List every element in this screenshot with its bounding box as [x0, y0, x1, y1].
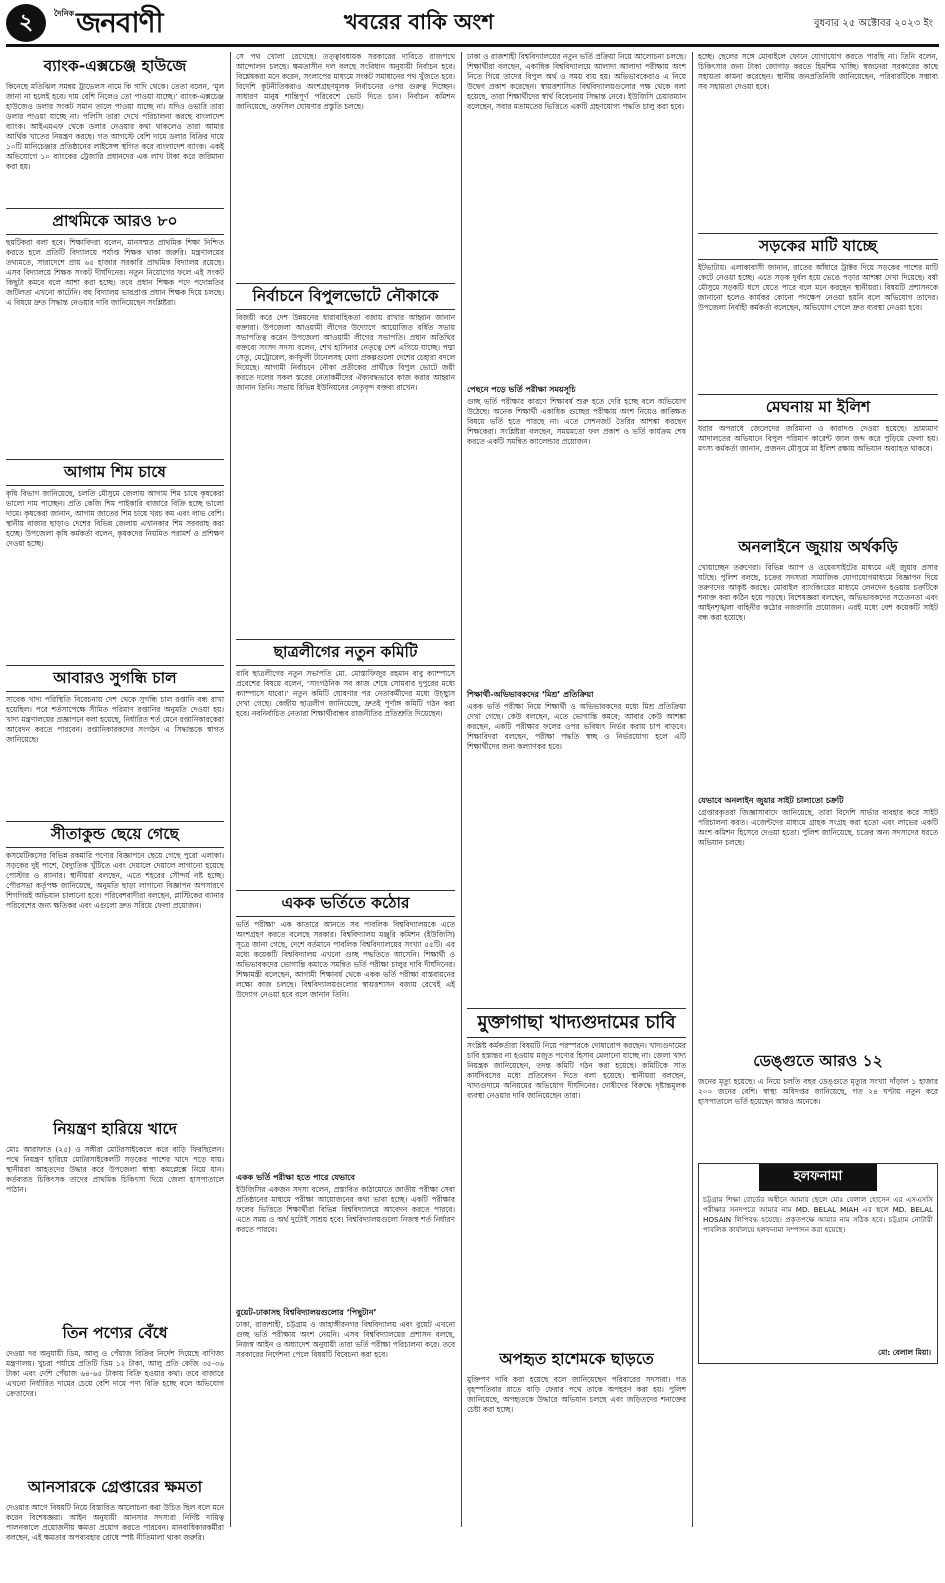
story-body: ঢাকা ও রাজশাহী বিশ্ববিদ্যালয়ের নতুন ভর্তি প্রক্রিয়া নিয়ে আলোচনা চলছে। শিক্ষার্থীরা বলছেন, একাধিক বিশ্ববিদ্যালয়ে আলাদা আলাদা পরীক্ষায় অংশ নিতে গিয়ে তাদের বিপুল অর্থ ও সময় ব্যয় হয়। অভিভাবকেরাও এ নিয়ে উদ্বেগ প্রকাশ করেছেন। স্বায়ত্তশাসিত বিশ্ববিদ্যালয়গুলোর পক্ষ থেকে বলা হয়েছে, তারা শিক্ষার্থীদের স্বার্থ বিবেচনায় সিদ্ধান্ত নেবে। ইউজিসি চেয়ারম্যান বলেছেন, সবার মতামতের ভিত্তিতে একটি গ্রহণযোগ্য পদ্ধতি চালু করা হবে।: [467, 52, 686, 111]
headline: সড়কের মাটি যাচ্ছে: [698, 233, 938, 260]
story-body: দেওয়া দর অনুযায়ী ডিম, আলু ও পেঁয়াজ বিক্রির নির্দেশ দিয়েছে বাণিজ্য মন্ত্রণালয়। খুচরা পর্যায়ে প্রতিটি ডিম ১২ টাকা, আলু প্রতি কেজি ৩৫-৩৬ টাকা এবং দেশি পেঁয়াজ ৬৪-৬৫ টাকায় বিক্রি হওয়ার কথা। তবে বাজারে এখনো নির্ধারিত দামের চেয়ে বেশি দামে পণ্য বিক্রি হচ্ছে বলে অভিযোগ ক্রেতাদের।: [6, 1349, 224, 1398]
headline: ছাত্রলীগের নতুন কমিটি: [236, 639, 455, 666]
section-title: খবরের বাকি অংশ: [344, 10, 494, 34]
story-body: ছয়টিকরা বলা হবে। শিক্ষাবিদরা বলেন, মানসম্মত প্রাথমিক শিক্ষা নিশ্চিত করতে হলে প্রতিটি বিদ্যালয়ে পর্যাপ্ত শিক্ষক থাকা জরুরি। মন্ত্রণালয়ের তথ্যমতে, সারাদেশে প্রায় ৬৫ হাজার সরকারি প্রাথমিক বিদ্যালয় রয়েছে। এসব বিদ্যালয়ে শিক্ষক সংকট দীর্ঘদিনের। নতুন নিয়োগের ফলে এই সংকট কিছুটা কমবে বলে আশা করা হচ্ছে। তবে প্রধান শিক্ষক পদে পদোন্নতির জটিলতা এখনো কাটেনি। বহু বিদ্যালয় ভারপ্রাপ্ত প্রধান শিক্ষক দিয়ে চলছে। এ বিষয়ে দ্রুত সিদ্ধান্ত নেওয়ার দাবি জানিয়েছেন সংশ্লিষ্টরা।: [6, 238, 224, 307]
subheading: পেছনে পড়ে ভর্তি পরীক্ষা সময়সূচি: [467, 385, 576, 394]
story-body: ইটভাটায়। এলাকাবাসী জানান, রাতের আঁধারে ট্রাক্টর দিয়ে সড়কের পাশের মাটি কেটে নেওয়া হচ্ছে। এতে সড়ক দুর্বল হয়ে ভেঙে পড়ার আশঙ্কা দেখা দিয়েছে। বর্ষা মৌসুমে সড়কটি ধসে যেতে পারে বলে মনে করছেন স্থানীয়রা। বিষয়টি প্রশাসনকে জানানো হলেও কার্যকর কোনো পদক্ষেপ নেওয়া হয়নি বলে অভিযোগ তাদের। উপজেলা নির্বাহী কর্মকর্তা বলেছেন, অভিযোগ পেলে দ্রুত ব্যবস্থা নেওয়া হবে।: [698, 263, 938, 312]
subheading: একক ভর্তি পরীক্ষা হতে পারে যেভাবে: [236, 1173, 355, 1182]
story-admission-continued: [467, 52, 686, 1002]
story-body: কিনেছে মতিঝিল সমন্বয় ট্রাভেলস নামে কি গাদি থেকে। তেতা বলেন, ‘মূল জানা না হলেই হবে। দাম বেশি নিলেও তো পাওয়া যাচ্ছে।’ ব্যাংক-এক্সচেঞ্জ হাউজেও ডলার সংকট সমান তালে পাওয়া যাচ্ছে না। যদিও ওভারি তারা ডলার পাওয়া যাচ্ছে না। পলিসি তারা দেখে পরিচালনা করছে বাংলাদেশ ব্যাংক। আইএমএফ থেকে ডলার নেওয়ার কথা থাকলেও তারা আমার আর্থিক খাতের নিয়ন্ত্রণ করছে। গত আগস্টে বেশি দামে ডলার বিক্রির দায়ে ১০টি মানিচেঞ্জার প্রতিষ্ঠানের লাইসেন্স স্থগিত করে বাংলাদেশ ব্যাংক। একই অভিযোগে ১০ ব্যাংকের ট্রেজারি প্রধানদের এক লাখ টাকা করে জরিমানা করা হয়।: [6, 82, 224, 171]
story-body: একক ভর্তি পরীক্ষা নিয়ে শিক্ষার্থী ও অভিভাবকদের মধ্যে মিশ্র প্রতিক্রিয়া দেখা গেছে। কেউ বলছেন, এতে ভোগান্তি কমবে; আবার কেউ আশঙ্কা করছেন, একটি পরীক্ষার ফলের ওপর ভবিষ্যৎ নির্ভর করায় চাপ বাড়বে। শিক্ষাবিদরা বলছেন, পরীক্ষা পদ্ধতি স্বচ্ছ ও নির্ভরযোগ্য হলে এটি শিক্ষার্থীদের জন্য কল্যাণকর হবে।: [467, 702, 686, 751]
story-body: মোঃ আরাফাত (২৫) ও সঙ্গীরা মোটরসাইকেলে করে বাড়ি ফিরছিলেন। পথে নিয়ন্ত্রণ হারিয়ে মোটরসাইকেলটি সড়কের পাশের খাদে পড়ে যায়। স্থানীয়রা আহতদের উদ্ধার করে উপজেলা স্বাস্থ্য কমপ্লেক্সে নিয়ে যান। কর্তব্যরত চিকিৎসক তাদের প্রাথমিক চিকিৎসা দিয়ে জেলা হাসপাতালে পাঠান।: [6, 1145, 224, 1194]
paper-prefix: দৈনিক: [54, 9, 75, 18]
story-meghna-hilsa: [698, 394, 938, 529]
subheading: যেভাবে অনলাইন জুয়ার সাইট চালাতো চক্রটি: [698, 796, 844, 805]
story-body: বিজয়ী করে দেশ উন্নয়নের ধারাবাহিকতা বজায় রাখার আহ্বান জানান বক্তারা। উপজেলা আওয়ামী লীগের উদ্যোগে আয়োজিত বর্ধিত সভায় সভাপতিত্ব করেন উপজেলা আওয়ামী লীগের সভাপতি। প্রধান অতিথির বক্তব্যে সংসদ সদস্য বলেন, শেখ হাসিনার নেতৃত্বে দেশ এগিয়ে যাচ্ছে। পদ্মা সেতু, মেট্রোরেল, কর্ণফুলী টানেলসহ মেগা প্রকল্পগুলো দেশের চেহারা বদলে দিয়েছে। আগামী নির্বাচনে নৌকা প্রতীকের প্রার্থীকে বিপুল ভোটে জয়ী করতে দলের সকল স্তরের নেতাকর্মীদের ঐক্যবদ্ধভাবে কাজ করার আহ্বান জানান তিনি। সভায় বিভিন্ন ইউনিয়নের নেতৃবৃন্দ বক্তব্য রাখেন।: [236, 313, 455, 392]
affidavit-notice: [698, 1163, 938, 1364]
headline: মেঘনায় মা ইলিশ: [698, 394, 938, 421]
story-online-gambling: [698, 535, 938, 1043]
story-body: সাবেক খাদ্য পরিস্থিতি বিবেচনায় দেশ থেকে সুগন্ধি চাল রপ্তানি বন্ধ রাখা হয়েছিল। পরে শর্তসাপেক্ষে সীমিত পরিমাণ রপ্তানির অনুমতি দেওয়া হয়। খাদ্য মন্ত্রণালয়ের প্রজ্ঞাপনে বলা হয়েছে, নির্ধারিত শর্ত মেনে রপ্তানিকারকেরা আবেদন করতে পারবেন। রপ্তানিকারকদের সংগঠন এ সিদ্ধান্তকে স্বাগত জানিয়েছে।: [6, 695, 224, 744]
headline: প্রাথমিকে আরও ৮০: [6, 208, 224, 235]
headline: ব্যাংক-এক্সচেঞ্জ হাউজে: [43, 57, 187, 75]
headline: নির্বাচনে বিপুলভোটে নৌকাকে: [236, 283, 455, 310]
subheading: শিক্ষার্থী-অভিভাবকদের ‘মিশ্র’ প্রতিক্রিয়া: [467, 690, 594, 699]
story-body: হচ্ছে। ছেলের সঙ্গে মোবাইলে ফোনে যোগাযোগ করতে পারছি না। তিনি বলেন, চিকিৎসার জন্য টাকা জোগাড় করতে হিমশিম খাচ্ছি। স্বজনেরা সরকারের কাছে সহায়তা কামনা করেছেন। স্থানীয় জনপ্রতিনিধি জানিয়েছেন, পরিবারটিকে সম্ভাব্য সব সহায়তা দেওয়া হবে।: [698, 52, 938, 91]
column-divider: [692, 52, 693, 1527]
story-aromatic-rice: [6, 665, 224, 815]
headline: নিয়ন্ত্রণ হারিয়ে খাদে: [53, 1120, 177, 1138]
column-2: [236, 52, 455, 1527]
story-body: মুক্তিপণ দাবি করা হয়েছে বলে জানিয়েছেন পরিবারের সদস্যরা। গত বৃহস্পতিবার রাতে বাড়ি ফেরার পথে তাকে অপহরণ করা হয়। পুলিশ জানিয়েছে, অপহৃতকে উদ্ধারে অভিযান চলছে এবং জড়িতদের শনাক্তের চেষ্টা করা হচ্ছে।: [467, 1375, 686, 1414]
story-primary-teachers: [6, 208, 224, 453]
story-hashem: [467, 1347, 686, 1455]
story-continued: [236, 52, 455, 277]
column-4: [698, 52, 938, 1527]
story-ansar: [6, 1475, 224, 1583]
headline: অনলাইনে জুয়ায় অর্থকড়ি: [738, 538, 898, 556]
column-1: [6, 52, 224, 1542]
headline: তিন পণ্যের বেঁধে: [62, 1324, 168, 1342]
story-body: দেওয়ার আগে বিষয়টি নিয়ে বিস্তারিত আলোচনা করা উচিত ছিল বলে মনে করেন বিশেষজ্ঞরা। আইন অনুযায়ী আনসার সদস্যরা নির্দিষ্ট দায়িত্ব পালনকালে প্রয়োজনীয় ক্ষমতা প্রয়োগ করতে পারবেন। মানবাধিকারকর্মীরা বলছেন, এই ক্ষমতার অপব্যবহার রোধে স্পষ্ট নীতিমালা থাকা জরুরি।: [6, 1503, 224, 1542]
story-sitakunda: [6, 821, 224, 1111]
affidavit-title: হলফনামা: [759, 1164, 877, 1191]
story-road-soil: [698, 233, 938, 388]
headline: আবারও সুগন্ধি চাল: [6, 665, 224, 692]
story-body: ঢাকা, রাজশাহী, চট্টগ্রাম ও জাহাঙ্গীরনগর বিশ্ববিদ্যালয় এবং বুয়েট এখনো গুচ্ছ ভর্তি পরীক্ষায় অংশ নেয়নি। এসব বিশ্ববিদ্যালয়ের প্রশাসন বলছে, নিজস্ব আইন ও অধ্যাদেশ অনুযায়ী তারা ভর্তি পরীক্ষা পরিচালনা করে। তবে সরকারের নির্দেশনা পেলে বিষয়টি বিবেচনা করা হবে।: [236, 1320, 455, 1359]
headline: আনসারকে গ্রেপ্তারের ক্ষমতা: [27, 1478, 203, 1496]
story-body: খোয়াচ্ছেন তরুণেরা। বিভিন্ন অ্যাপ ও ওয়েবসাইটের মাধ্যমে এই জুয়ার প্রসার ঘটছে। পুলিশ বলছে, চক্রের সদস্যরা সামাজিক যোগাযোগমাধ্যমে বিজ্ঞাপন দিয়ে তরুণদের আকৃষ্ট করছে। মোবাইল ব্যাংকিংয়ের মাধ্যমে লেনদেন হওয়ায় চক্রটিকে শনাক্ত করা কঠিন হয়ে পড়ছে। বিশেষজ্ঞরা বলছেন, অভিভাবকদের সচেতনতা এবং আইনশৃঙ্খলা বাহিনীর কঠোর নজরদারি প্রয়োজন। এরই মধ্যে বেশ কয়েকটি সাইট বন্ধ করা হয়েছে।: [698, 563, 938, 622]
story-body: কৃষি বিভাগ জানিয়েছে, চলতি মৌসুমে জেলায় আগাম শিম চাষে কৃষকেরা ভালো দাম পাচ্ছেন। প্রতি কেজি শিম পাইকারি বাজারে বিক্রি হচ্ছে ভালো দামে। কৃষকেরা জানান, আগাম জাতের শিম চাষে খরচ কম এবং লাভ বেশি। স্থানীয় বাজার ছাড়াও দেশের বিভিন্ন জেলায় এখানকার শিম সরবরাহ করা হচ্ছে। উপজেলা কৃষি কর্মকর্তা বলেন, কৃষকদের নিয়মিত পরামর্শ ও প্রশিক্ষণ দেওয়া হচ্ছে।: [6, 489, 224, 548]
story-body: গ্রেপ্তারকৃতরা জিজ্ঞাসাবাদে জানিয়েছে, তারা বিদেশি সার্ভার ব্যবহার করে সাইট পরিচালনা করত। এজেন্টদের মাধ্যমে গ্রাহক সংগ্রহ করা হতো এবং লাভের একটি অংশ কমিশন হিসেবে দেওয়া হতো। পুলিশ জানিয়েছে, চক্রের অন্য সদস্যদের ধরতে অভিযান চলছে।: [698, 808, 938, 847]
story-body: সে পথ খোলা রেখেছে। তত্ত্বাবধায়ক সরকারের দাবিতে রাজপথে আন্দোলন চলছে। ক্ষমতাসীন দল বলছে সংবিধান অনুযায়ী নির্বাচন হবে। বিশ্লেষকরা মনে করেন, সংলাপের মাধ্যমে সংকট সমাধানের পথ খুঁজতে হবে। বিদেশি কূটনীতিকরাও অংশগ্রহণমূলক নির্বাচনের ওপর গুরুত্ব দিচ্ছেন। সাধারণ মানুষ শান্তিপূর্ণ পরিবেশে ভোট দিতে চান। নির্বাচন কমিশন জানিয়েছে, তফসিল ঘোষণার প্রস্তুতি চলছে।: [236, 52, 455, 111]
affidavit-signature: মো: বেলাল মিয়া।: [878, 1348, 931, 1357]
story-body: সংশ্লিষ্ট কর্মকর্তারা বিষয়টি নিয়ে পরস্পরকে দোষারোপ করছেন। খাদ্যগুদামের চাবি হস্তান্তর না হওয়ায় মজুত পণ্যের হিসাব মেলানো যাচ্ছে না। জেলা খাদ্য নিয়ন্ত্রক জানিয়েছেন, তদন্ত কমিটি গঠন করা হয়েছে। কমিটিকে সাত কার্যদিবসের মধ্যে প্রতিবেদন দিতে বলা হয়েছে। স্থানীয়রা বলছেন, খাদ্যগুদামে অনিয়মের অভিযোগ দীর্ঘদিনের। দোষীদের বিরুদ্ধে দৃষ্টান্তমূলক ব্যবস্থা নেওয়ার দাবি জানিয়েছেন তারা।: [467, 1041, 686, 1100]
story-body: গুচ্ছ ভর্তি পরীক্ষার কারণে শিক্ষাবর্ষ শুরু হতে দেরি হচ্ছে বলে অভিযোগ উঠেছে। অনেক শিক্ষার্থী একাধিক গুচ্ছের পরীক্ষায় অংশ নিয়েও কাঙ্ক্ষিত বিষয়ে ভর্তি হতে পারছে না। এতে সেশনজট তৈরির আশঙ্কা করছেন শিক্ষকেরা। সংশ্লিষ্টরা বলছেন, সময়মতো ফল প্রকাশ ও ভর্তি কার্যক্রম শেষ করতে একটি সমন্বিত ক্যালেন্ডার প্রয়োজন।: [467, 397, 686, 446]
affidavit-body: চট্টগ্রাম শিক্ষা বোর্ডের অধীনে আমার ছেলে মোঃ বেলাল হোসেন এর এসএসসি পরীক্ষার সনদপত্রে আমার নাম MD. BELAL MIAH এর স্থলে MD. BELAL HOSAIN লিপিবদ্ধ হয়েছে। প্রকৃতপক্ষে আমার নাম সঠিক হবে। চট্টগ্রাম নোটারী পাবলিক কার্যালয়ে হলফনামা সম্পাদন করা হয়েছে।: [703, 1195, 933, 1234]
column-3: [467, 52, 686, 1527]
page-number: ২: [6, 4, 46, 42]
column-divider: [230, 52, 231, 1527]
masthead: [6, 4, 939, 47]
paper-name: জনবাণী: [76, 5, 163, 39]
story-chhatra-league: [236, 639, 455, 884]
newspaper-logo: [54, 4, 163, 44]
story-body: ইউজিসির একজন সদস্য বলেন, প্রস্তাবিত কাঠামোতে জাতীয় পরীক্ষা সেবা প্রতিষ্ঠানের মাধ্যমে পরীক্ষা আয়োজনের কথা ভাবা হচ্ছে। একটি পরীক্ষার ফলের ভিত্তিতে শিক্ষার্থীরা বিভিন্ন বিশ্ববিদ্যালয়ে আবেদন করতে পারবে। এতে সময় ও অর্থ দুটোই সাশ্রয় হবে। বিশ্ববিদ্যালয়গুলো নিজস্ব শর্ত নির্ধারণ করতে পারবে।: [236, 1185, 455, 1234]
headline: অপহৃত হাশেমকে ছাড়তে: [499, 1350, 654, 1368]
story-dengue: [698, 1049, 938, 1157]
story-single-admission: [236, 890, 455, 1460]
headline: আগাম শিম চাষে: [6, 459, 224, 486]
column-divider: [461, 52, 462, 1527]
headline: সীতাকুন্ড ছেয়ে গেছে: [6, 821, 224, 848]
story-accident: [6, 1117, 224, 1315]
headline: ডেঙ্গুতে আরও ১২: [753, 1052, 883, 1070]
story-bank-exchange: [6, 54, 224, 202]
story-bean-farming: [6, 459, 224, 659]
story-muktagacha: [467, 1008, 686, 1341]
headline: মুক্তাগাছা খাদ্যগুদামের চাবি: [467, 1008, 686, 1038]
headline: একক ভর্তিতে কঠোর: [236, 890, 455, 917]
issue-date: বুধবার ২৫ অক্টোবর ২০২৩ ইং: [813, 18, 933, 29]
story-three-products: [6, 1321, 224, 1469]
story-body: কসমেটিকসের বিভিন্ন রকমারি পণ্যের বিজ্ঞাপনে ছেয়ে গেছে পুরো এলাকা। সড়কের দুই পাশে, বৈদ্যুতিক খুঁটিতে এবং দেয়ালে দেয়ালে লাগানো হয়েছে পোস্টার ও ব্যানার। স্থানীয়রা বলছেন, এতে শহরের সৌন্দর্য নষ্ট হচ্ছে। পৌরসভা কর্তৃপক্ষ জানিয়েছে, অনুমতি ছাড়া লাগানো বিজ্ঞাপন অপসারণে শিগগিরই অভিযান চালানো হবে। পরিবেশবাদীরা বলছেন, প্লাস্টিকের ব্যানার পরিবেশের জন্য ক্ষতিকর এবং এগুলো দ্রুত সরিয়ে ফেলা প্রয়োজন।: [6, 851, 224, 910]
story-body: ভর্তি পরীক্ষা’ এক কাতারে আনতে সব পাবলিক বিশ্ববিদ্যালয়কে এতে অংশগ্রহণ করতে বলেছে সরকার। বিশ্ববিদ্যালয় মঞ্জুরি কমিশন (ইউজিসি) সূত্রে জানা গেছে, দেশে বর্তমানে পাবলিক বিশ্ববিদ্যালয়ের সংখ্যা ৫৫টি। এর মধ্যে কয়েকটি বিশ্ববিদ্যালয় এখনো গুচ্ছ পদ্ধতিতে আসেনি। শিক্ষার্থী ও অভিভাবকদের ভোগান্তি কমাতে সমন্বিত ভর্তি পরীক্ষা চালুর দাবি দীর্ঘদিনের। শিক্ষামন্ত্রী বলেছেন, আগামী শিক্ষাবর্ষ থেকে একক ভর্তি পরীক্ষা বাস্তবায়নের লক্ষ্যে কাজ চলছে। বিশ্ববিদ্যালয়গুলোর স্বায়ত্তশাসন বজায় রেখেই এই উদ্যোগ নেওয়া হবে বলে জানান তিনি।: [236, 920, 455, 999]
story-body: রাবি ছাত্রলীগের নতুন সভাপতি মো. মোস্তাফিজুর রহমান বাবু ক্যাম্পাসে প্রবেশের বিষয়ে বলেন, ‘সাংগঠনিক সব কাজ শেষে সোমবার দুপুরের মধ্যে ক্যাম্পাসে যাবো।’ নতুন কমিটি ঘোষণার পর নেতাকর্মীদের মধ্যে উচ্ছ্বাস দেখা গেছে। কেন্দ্রীয় ছাত্রলীগ জানিয়েছে, দ্রুতই পূর্ণাঙ্গ কমিটি গঠন করা হবে। নবনির্বাচিত নেতারা শিক্ষার্থীবান্ধব রাজনীতির প্রতিশ্রুতি দিয়েছেন।: [236, 669, 455, 718]
story-body: জনের মৃত্যু হয়েছে। এ নিয়ে চলতি বছর ডেঙ্গুতে মৃত্যুর সংখ্যা দাঁড়াল ১ হাজার ২০০ জনের বেশি। স্বাস্থ্য অধিদপ্তর জানিয়েছে, গত ২৪ ঘণ্টায় নতুন করে হাসপাতালে ভর্তি হয়েছেন আরও অনেকে।: [698, 1077, 938, 1106]
story-continued: [698, 52, 938, 227]
subheading: বুয়েট-ঢাকাসহ বিশ্ববিদ্যালয়গুলোর ‘পিছুটান’: [236, 1308, 377, 1317]
story-election-boat: [236, 283, 455, 633]
story-body: ধরার অপরাধে জেলেদের জরিমানা ও কারাদণ্ড দেওয়া হয়েছে। ভ্রাম্যমাণ আদালতের অভিযানে বিপুল পরিমাণ কারেন্ট জাল জব্দ করে পুড়িয়ে ফেলা হয়। মৎস্য কর্মকর্তা জানান, প্রজনন মৌসুমে মা ইলিশ রক্ষায় অভিযান অব্যাহত থাকবে।: [698, 424, 938, 453]
